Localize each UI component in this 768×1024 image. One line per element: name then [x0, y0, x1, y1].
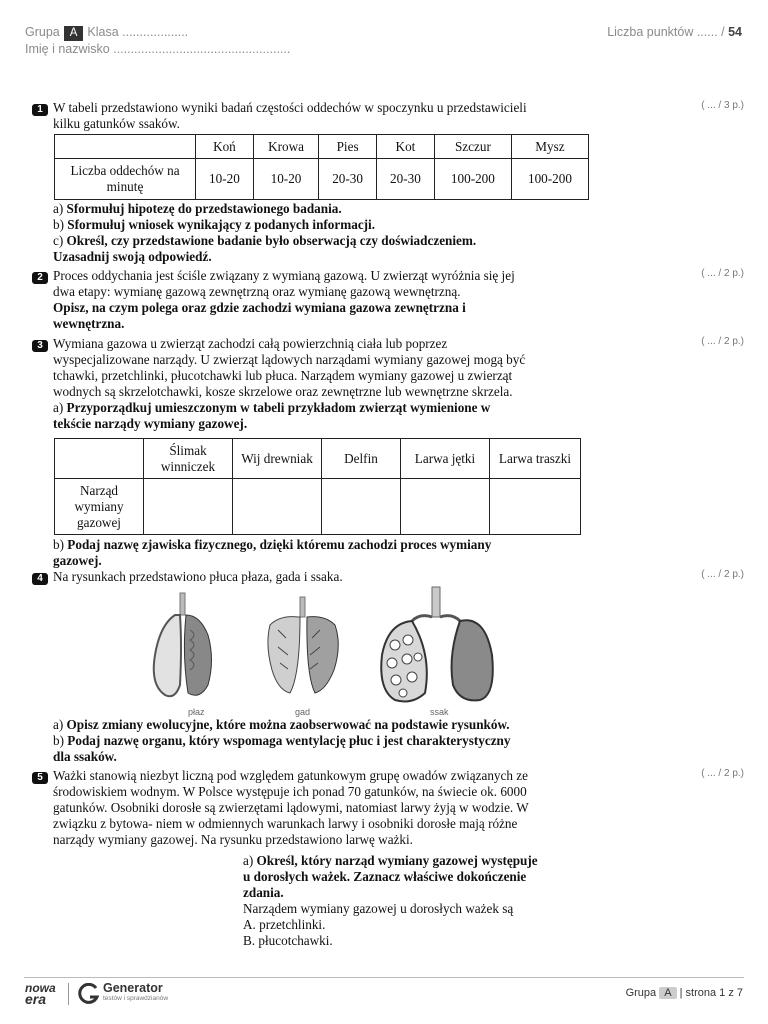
task-text: Określ, który narząd wymiany gazowej występuje	[256, 853, 538, 868]
caption-amphibian: płaz	[188, 707, 205, 717]
q4-tasks	[53, 717, 511, 765]
footer-page-number: | strona 1 z 7	[679, 987, 743, 999]
question-number-1: 1	[32, 104, 48, 116]
q3-answer-cell[interactable]	[490, 479, 581, 535]
footer-group-label: Grupa	[625, 987, 657, 999]
q1-tasks	[53, 201, 476, 265]
task-text: zdania.	[243, 885, 284, 900]
q2-task: Opisz, na czym polega oraz gdzie zachodzi wymiana gazowa zewnętrzna i	[53, 300, 466, 315]
task-text: u dorosłych ważek. Zaznacz właściwe dokończenie	[243, 869, 527, 884]
generator-logo-icon	[77, 983, 101, 1005]
generator-logo-text	[103, 982, 168, 1002]
task-text: Opisz zmiany ewolucyjne, które można zaobserwować na podstawie rysunków.	[66, 717, 510, 732]
task-prefix: c)	[53, 233, 64, 248]
q3-line: Wymiana gazowa u zwierząt zachodzi całą powierzchnią ciała lub poprzez	[53, 336, 448, 351]
task-prefix: a)	[53, 400, 64, 415]
group-label: Grupa	[25, 25, 60, 39]
task-text: tekście narządy wymiany gazowej.	[53, 416, 248, 431]
q4-points: ( ... / 2 p.)	[701, 569, 744, 580]
caption-mammal: ssak	[430, 707, 449, 717]
q3-row-label-line: gazowej	[77, 514, 121, 530]
q5-line: związku z bytowa- niem w odmiennych warunkach larwy i osobniki dorosłe mają różne	[53, 816, 518, 831]
q5-sentence: Narządem wymiany gazowej u dorosłych ważek są	[243, 901, 514, 916]
q3-header-cell: Larwa jętki	[401, 439, 490, 479]
q1-table	[54, 134, 589, 200]
q3-body	[53, 336, 525, 432]
q1-intro-line: kilku gatunków ssaków.	[53, 116, 180, 131]
footer-divider	[24, 977, 744, 978]
q3-answer-cell[interactable]	[322, 479, 401, 535]
q1-table-row	[55, 159, 589, 200]
group-badge: A	[64, 26, 84, 41]
q2-line: Proces oddychania jest ściśle związany z wymianą gazową. U zwierząt wyróżnia się jej	[53, 268, 515, 283]
q5-points: ( ... / 2 p.)	[701, 768, 744, 779]
q3-table-header-row	[55, 439, 581, 479]
q3-answer-cell[interactable]	[401, 479, 490, 535]
q5-option-a[interactable]: A. przetchlinki.	[243, 917, 326, 932]
q3-task-a	[53, 400, 525, 416]
q3-answer-cell[interactable]	[144, 479, 233, 535]
task-text: Przyporządkuj umieszczonym w tabeli przykładom zwierząt wymienione w	[66, 400, 491, 415]
q5-task-a	[243, 853, 538, 949]
question-number-4: 4	[32, 573, 48, 585]
q1-task-b	[53, 217, 476, 233]
task-prefix: b)	[53, 217, 64, 232]
task-prefix: a)	[53, 201, 64, 216]
q1-points: ( ... / 3 p.)	[701, 100, 744, 111]
q4-intro: Na rysunkach przedstawiono płuca płaza, gada i ssaka.	[53, 569, 343, 584]
task-text: Sformułuj wniosek wynikający z podanych informacji.	[67, 217, 376, 232]
q1-intro	[53, 100, 527, 132]
task-prefix: b)	[53, 537, 64, 552]
q3-row-label-line: Narząd	[79, 482, 119, 498]
class-field: Klasa ...................	[87, 25, 189, 39]
q5-line: środowiskiem wodnym. W Polsce występuje ich ponad 70 gatunków, na świecie ok. 6000	[53, 784, 527, 799]
q3-line: tchawki, przetchlinki, płucotchawki lub płuca. Narządem wymiany gazowej u zwierząt	[53, 368, 513, 383]
q3-header-cell: Delfin	[322, 439, 401, 479]
points-summary	[607, 25, 742, 39]
q3-table-corner	[55, 439, 144, 479]
q5-option-b[interactable]: B. płucotchawki.	[243, 933, 333, 948]
generator-title: Generator	[103, 981, 163, 995]
task-text: Sformułuj hipotezę do przedstawionego badania.	[66, 201, 342, 216]
task-text: gazowej.	[53, 553, 102, 568]
q3-answer-cell[interactable]	[233, 479, 322, 535]
points-total: 54	[728, 25, 742, 39]
task-text: dla ssaków.	[53, 749, 117, 764]
q1-row-label-line: Liczba oddechów na	[70, 163, 180, 178]
q3-header-cell: Wij drewniak	[233, 439, 322, 479]
q2-task: wewnętrzna.	[53, 316, 125, 331]
q3-table-row	[55, 479, 581, 535]
q1-value-cell: 10-20	[196, 159, 254, 200]
amphibian-lungs-image	[154, 593, 212, 696]
q1-header-cell: Szczur	[434, 135, 511, 159]
q1-value-cell: 10-20	[253, 159, 318, 200]
q1-table-corner	[55, 135, 196, 159]
footer-page-info	[626, 987, 743, 999]
q1-value-cell: 20-30	[319, 159, 377, 200]
q2-line: dwa etapy: wymianę gazową zewnętrzną oraz wymianę gazową wewnętrzną.	[53, 284, 461, 299]
nowa-era-logo	[25, 983, 56, 1005]
question-number-2: 2	[32, 272, 48, 284]
reptile-lungs-image	[268, 597, 338, 693]
caption-reptile: gad	[295, 707, 311, 717]
lungs-illustration	[120, 585, 520, 720]
q1-header-cell: Koń	[196, 135, 254, 159]
task-prefix: b)	[53, 733, 64, 748]
q3-row-label	[55, 479, 144, 535]
q3-header-cell: Larwa traszki	[490, 439, 581, 479]
q1-row-label	[55, 159, 196, 200]
q1-table-header-row	[55, 135, 589, 159]
q3-task-b	[53, 537, 491, 569]
q3-row-label-line: wymiany	[74, 498, 124, 514]
name-field: Imię i nazwisko ...................................................	[25, 42, 291, 56]
q1-value-cell: 20-30	[377, 159, 435, 200]
logo-top: nowa	[25, 981, 56, 995]
q5-line: gatunków. Osobniki dorosłe są zwierzętami lądowymi, natomiast larwy żyją w wodzie. W	[53, 800, 529, 815]
q1-task-a	[53, 201, 476, 217]
generator-subtitle: testów i sprawdzianów	[103, 995, 169, 1002]
points-label: Liczba punktów ...... /	[607, 25, 725, 39]
q1-row-label-line: minutę	[106, 179, 144, 194]
q1-intro-line: W tabeli przedstawiono wyniki badań częstości oddechów w spoczynku u przedstawicieli	[53, 100, 527, 115]
task-prefix: a)	[53, 717, 64, 732]
q2-body	[53, 268, 515, 332]
q5-body	[53, 768, 529, 848]
q1-value-cell: 100-200	[511, 159, 588, 200]
footer-group-badge: A	[659, 987, 676, 999]
question-number-3: 3	[32, 340, 48, 352]
task-prefix: a)	[243, 853, 254, 868]
task-text: Podaj nazwę organu, który wspomaga wentylację płuc i jest charakterystyczny	[67, 733, 511, 748]
q3-line: wyspecjalizowane narządy. U zwierząt lądowych narządami wymiany gazowej mogą być	[53, 352, 526, 367]
q3-table	[54, 438, 581, 535]
task-text: Określ, czy przedstawione badanie było obserwacją czy doświadczeniem.	[66, 233, 477, 248]
task-text: Podaj nazwę zjawiska fizycznego, dzięki któremu zachodzi proces wymiany	[67, 537, 492, 552]
q3-line: wodnych są skrzelotchawki, kosze skrzelowe oraz zewnętrzne lub wewnętrzne skrzela.	[53, 384, 513, 399]
q3-points: ( ... / 2 p.)	[701, 336, 744, 347]
task-text: Uzasadnij swoją odpowiedź.	[53, 249, 212, 264]
mammal-lungs-image	[381, 587, 493, 701]
logo-bottom: era	[25, 991, 47, 1007]
q3-header-cell: Ślimak winniczek	[144, 439, 233, 479]
q1-header-cell: Mysz	[511, 135, 588, 159]
q1-header-cell: Kot	[377, 135, 435, 159]
q1-header-cell: Pies	[319, 135, 377, 159]
q1-header-cell: Krowa	[253, 135, 318, 159]
header-group-row	[25, 25, 188, 41]
q5-line: narządy wymiany gazowej. Na rysunku przedstawiono larwę ważki.	[53, 832, 413, 847]
question-number-5: 5	[32, 772, 48, 784]
q2-points: ( ... / 2 p.)	[701, 268, 744, 279]
footer-separator	[68, 983, 69, 1005]
q1-value-cell: 100-200	[434, 159, 511, 200]
q1-task-c	[53, 233, 476, 249]
q5-line: Ważki stanowią niezbyt liczną pod względem gatunkowym grupę owadów związanych ze	[53, 768, 528, 783]
